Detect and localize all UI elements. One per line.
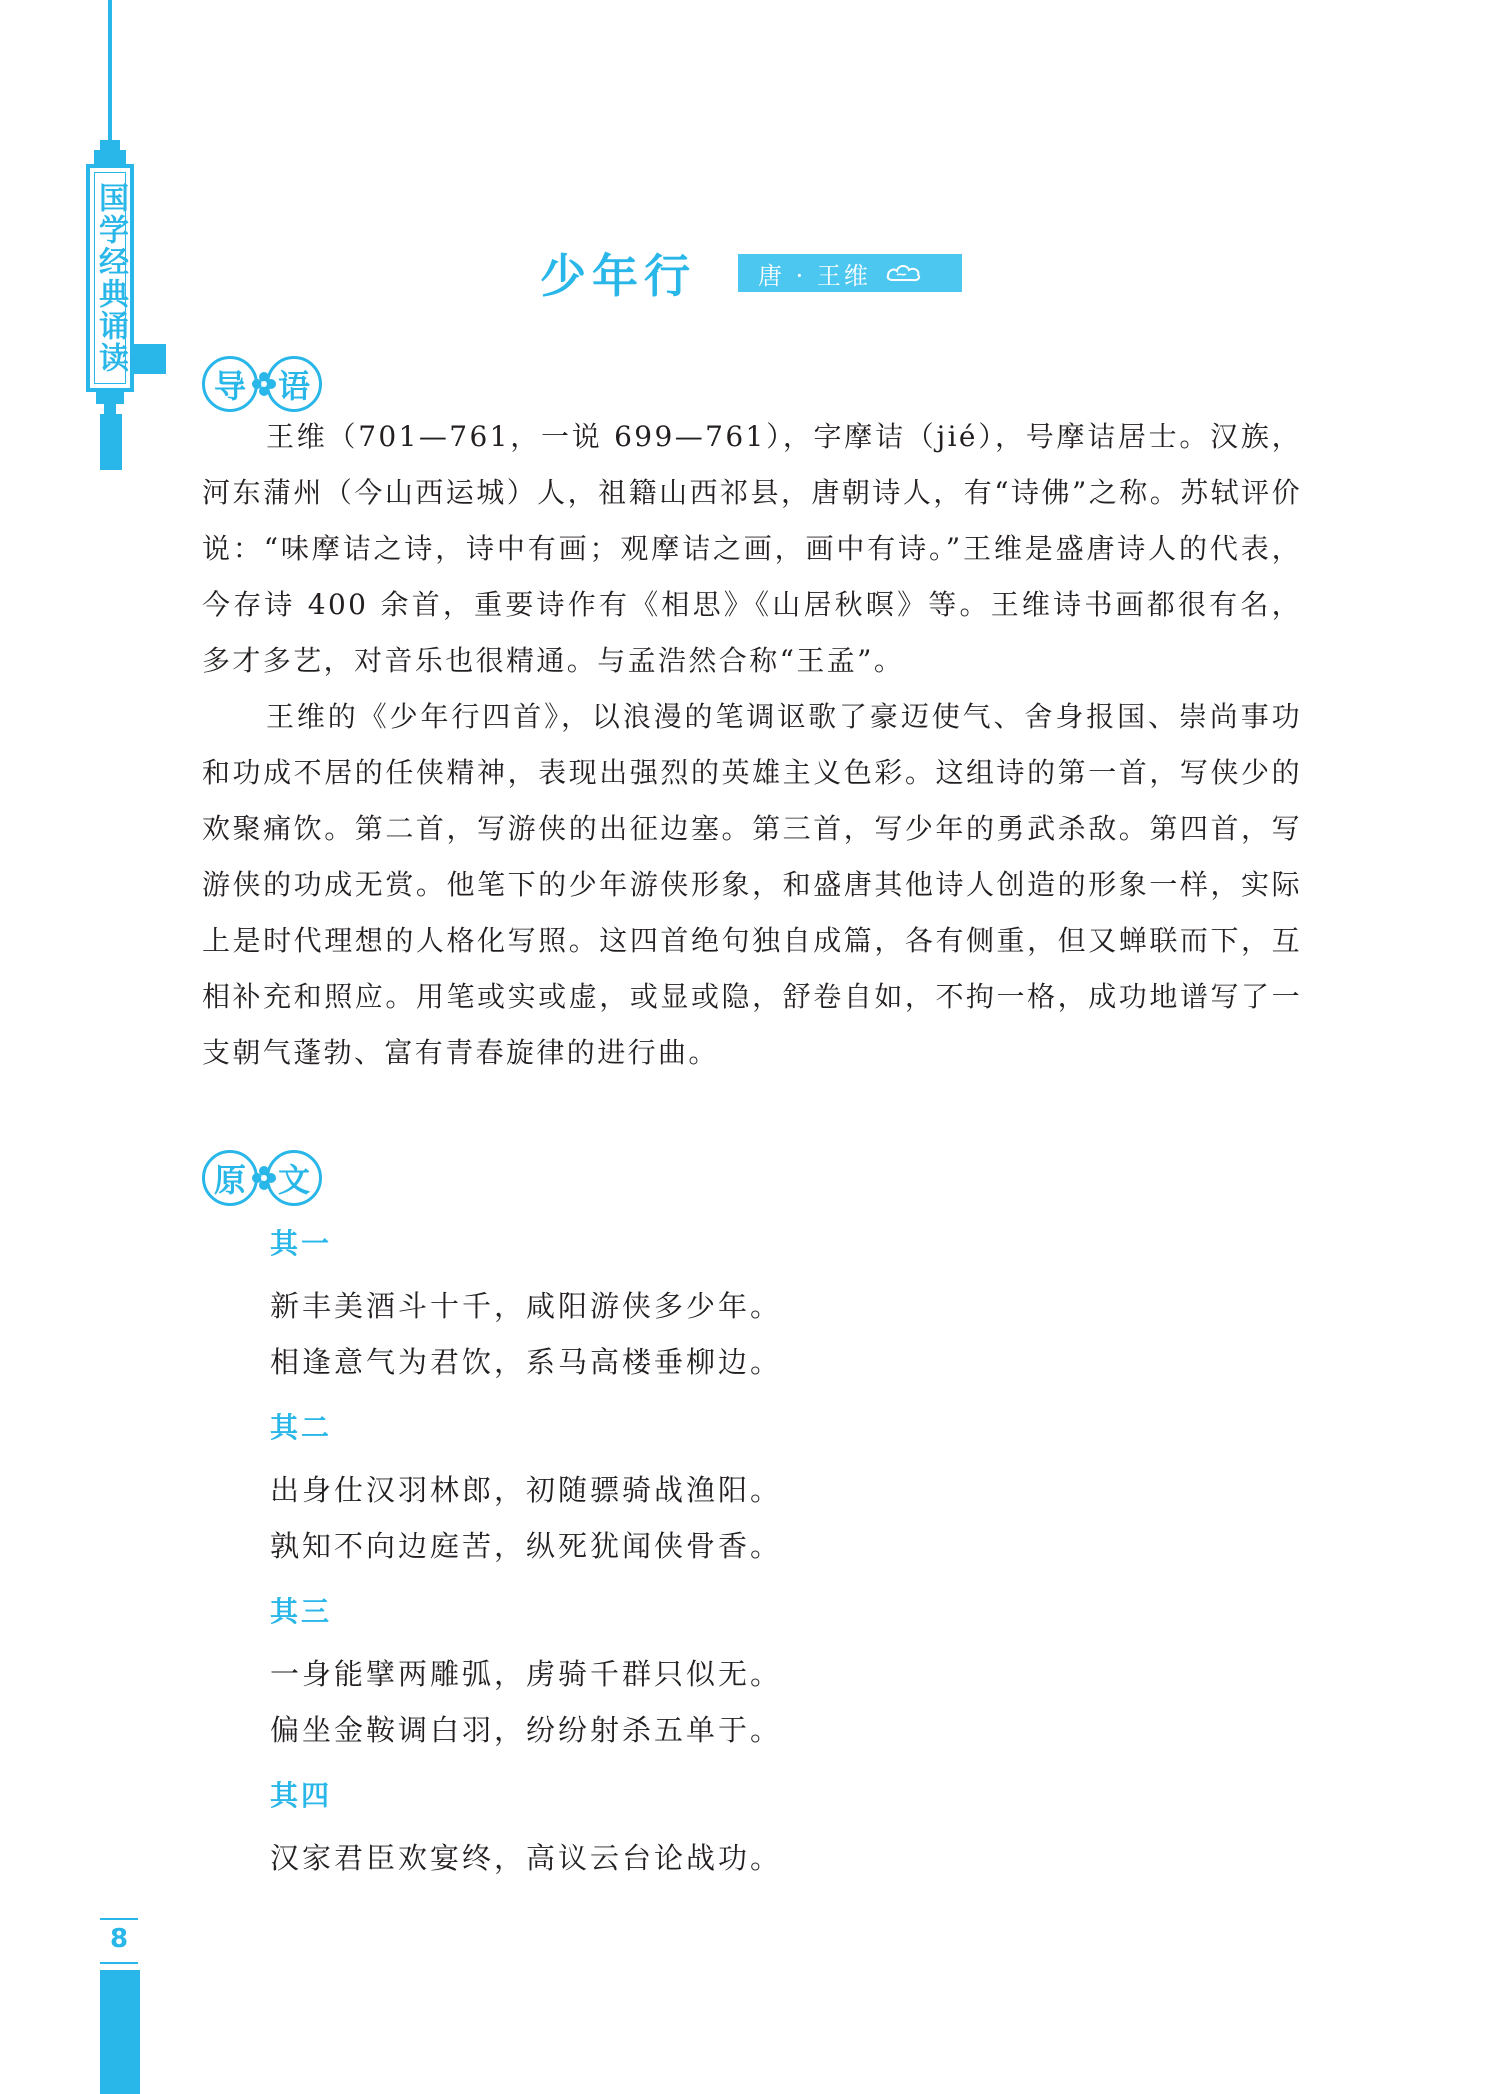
intro-paragraph: 王维（701—761，一说 699—761），字摩诘（jié），号摩诘居士。汉族，河东蒲州（今山西运城）人，祖籍山西祁县，唐朝诗人，有“诗佛”之称。苏轼评价说：“味摩诘之诗，诗中有画；观摩诘之画，画中有诗。”王维是盛唐诗人的代表，今存诗 400 余首，重要诗作有《相思》《山居秋暝》等。王维诗书画都很有名，多才多艺，对音乐也很精通。与孟浩然合称“王孟”。	[202, 420, 1302, 677]
series-title-plaque	[86, 164, 134, 392]
section-badge-original	[202, 1150, 324, 1206]
ornament-knob	[100, 140, 120, 150]
author-label	[738, 254, 962, 292]
hanging-cord	[108, 0, 112, 142]
poem-line: 汉家君臣欢宴终，高议云台论战功。	[270, 1841, 783, 1875]
poem-line: 相逢意气为君饮，系马高楼垂柳边。	[270, 1345, 783, 1379]
ornament-knob	[96, 392, 124, 404]
ornament-knob	[104, 404, 116, 414]
author-text: 唐 · 王维	[758, 261, 871, 290]
poem-heading: 其三	[270, 1595, 333, 1628]
plaque-tab	[134, 344, 166, 374]
page-number: 8	[109, 1924, 129, 1954]
intro-paragraph: 王维的《少年行四首》，以浪漫的笔调讴歌了豪迈使气、舍身报国、崇尚事功和功成不居的任侠精神，表现出强烈的英雄主义色彩。这组诗的第一首，写侠少的欢聚痛饮。第二首，写游侠的出征边塞。第三首，写少年的勇武杀敌。第四首，写游侠的功成无赏。他笔下的少年游侠形象，和盛唐其他诗人创造的形象一样，实际上是时代理想的人格化写照。这四首绝句独自成篇，各有侧重，但又蝉联而下，互相补充和照应。用笔或实或虚，或显或隐，舒卷自如，不拘一格，成功地谱写了一支朝气蓬勃、富有青春旋律的进行曲。	[202, 700, 1302, 1069]
series-title: 国学经典诵读	[93, 182, 128, 374]
poem-line: 偏坐金鞍调白羽，纷纷射杀五单于。	[270, 1713, 783, 1747]
poem-heading: 其一	[270, 1227, 333, 1260]
poem-heading: 其四	[270, 1779, 333, 1812]
page-number-rule	[100, 1918, 138, 1920]
badge-char: 导	[202, 356, 258, 412]
badge-char: 原	[202, 1150, 258, 1206]
badge-char: 文	[266, 1150, 322, 1206]
page-number-rule	[100, 1962, 138, 1964]
poem-title: 少年行	[540, 249, 696, 303]
cloud-icon	[885, 262, 923, 284]
tassel	[100, 414, 122, 470]
poem-line: 出身仕汉羽林郎，初随骠骑战渔阳。	[270, 1473, 783, 1507]
flower-icon	[252, 372, 276, 396]
flower-icon	[252, 1166, 276, 1190]
page-edge-bar	[100, 1970, 140, 2094]
section-badge-intro	[202, 356, 324, 412]
poem-heading: 其二	[270, 1411, 333, 1444]
poem-line: 孰知不向边庭苦，纵死犹闻侠骨香。	[270, 1529, 783, 1563]
poem-line: 一身能擘两雕弧，虏骑千群只似无。	[270, 1657, 783, 1691]
ornament-knob	[94, 150, 126, 164]
badge-char: 语	[266, 356, 322, 412]
poem-line: 新丰美酒斗十千，咸阳游侠多少年。	[270, 1289, 783, 1323]
